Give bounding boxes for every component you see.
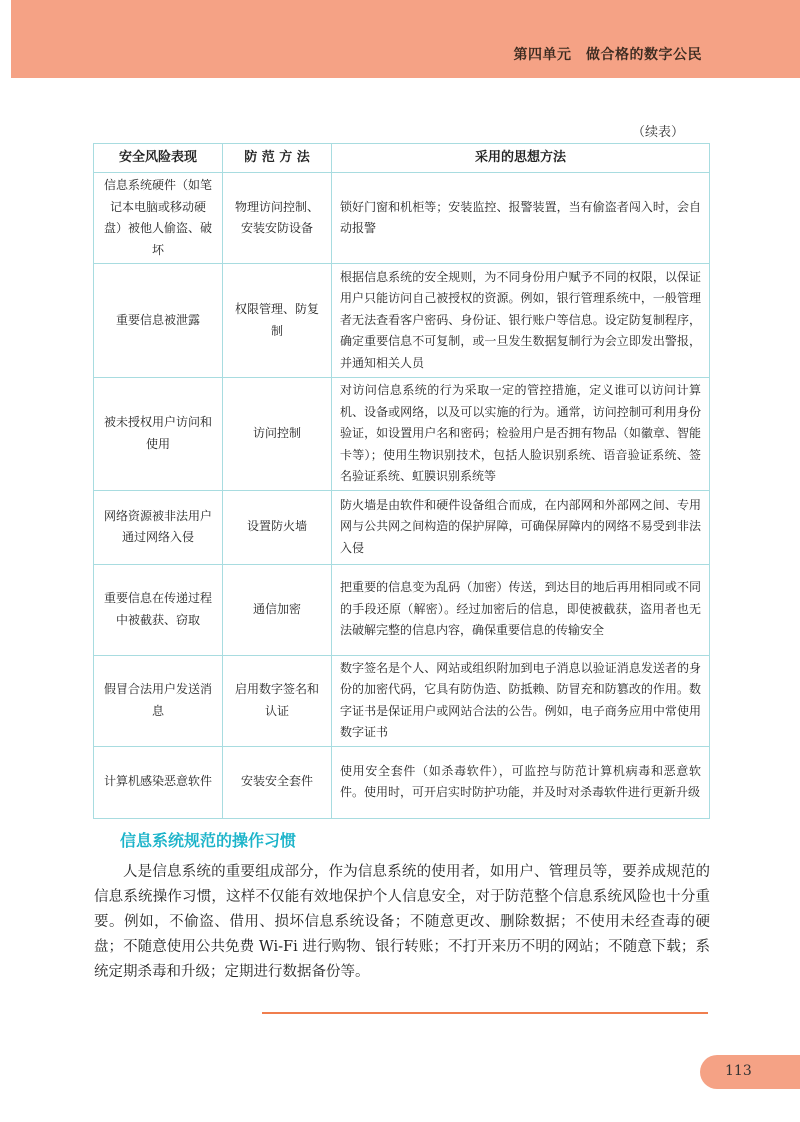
table-row: [94, 564, 710, 655]
header-risk: 安全风险表现: [94, 144, 223, 173]
risk-cell: 假冒合法用户发送消息: [94, 655, 223, 746]
method-cell: 启用数字签名和认证: [223, 655, 332, 746]
risk-cell: 重要信息在传递过程中被截获、窃取: [94, 564, 223, 655]
risk-cell: 被未授权用户访问和使用: [94, 378, 223, 491]
risk-cell: 信息系统硬件（如笔记本电脑或移动硬盘）被他人偷盗、破坏: [94, 173, 223, 264]
table-row: [94, 746, 710, 818]
approach-cell: 使用安全套件（如杀毒软件），可监控与防范计算机病毒和恶意软件。使用时，可开启实时防护功能，并及时对杀毒软件进行更新升级: [332, 746, 710, 818]
approach-cell: 锁好门窗和机柜等；安装监控、报警装置，当有偷盗者闯入时，会自动报警: [332, 173, 710, 264]
method-cell: 设置防火墙: [223, 490, 332, 564]
continued-note: （续表）: [632, 125, 685, 140]
table-row: [94, 655, 710, 746]
section-title: 信息系统规范的操作习惯: [120, 831, 297, 850]
method-cell: 访问控制: [223, 378, 332, 491]
header-bar: [11, 0, 800, 78]
body-paragraph: 人是信息系统的重要组成部分，作为信息系统的使用者，如用户、管理员等，要养成规范的信息系统操作习惯，这样不仅能有效地保护个人信息安全，对于防范整个信息系统风险也十分重要。例如，不偷盗、借用、损坏信息系统设备；不随意更改、删除数据；不使用未经查毒的硬盘；不随意使用公共免费 Wi-Fi 进行购物、银行转账；不打开来历不明的网站；不随意下载；系统定期杀毒和升级；定期进行数据备份等。: [94, 864, 710, 980]
table-row: [94, 490, 710, 564]
method-cell: 安装安全套件: [223, 746, 332, 818]
page-number: 113: [725, 1063, 752, 1079]
approach-cell: 把重要的信息变为乱码（加密）传送，到达目的地后再用相同或不同的手段还原（解密）。经过加密后的信息，即使被截获，盗用者也无法破解完整的信息内容，确保重要信息的传输安全: [332, 564, 710, 655]
approach-cell: 防火墙是由软件和硬件设备组合而成，在内部网和外部网之间、专用网与公共网之间构造的保护屏障，可确保屏障内的网络不易受到非法入侵: [332, 490, 710, 564]
method-cell: 物理访问控制、安装安防设备: [223, 173, 332, 264]
method-cell: 权限管理、防复制: [223, 264, 332, 378]
table-row: [94, 264, 710, 378]
table-row: [94, 173, 710, 264]
page-number-tab: [700, 1055, 800, 1089]
header-method: 防 范 方 法: [223, 144, 332, 173]
approach-cell: 数字签名是个人、网站或组织附加到电子消息以验证消息发送者的身份的加密代码，它具有防伪造、防抵赖、防冒充和防篡改的作用。数字证书是保证用户或网站合法的公告。例如，电子商务应用中常使用数字证书: [332, 655, 710, 746]
approach-cell: 根据信息系统的安全规则，为不同身份用户赋予不同的权限，以保证用户只能访问自己被授权的资源。例如，银行管理系统中，一般管理者无法查看客户密码、身份证、银行账户等信息。设定防复制程序，确定重要信息不可复制，或一旦发生数据复制行为会立即发出警报，并通知相关人员: [332, 264, 710, 378]
table-header-row: [94, 144, 710, 173]
risk-cell: 计算机感染恶意软件: [94, 746, 223, 818]
approach-cell: 对访问信息系统的行为采取一定的管控措施，定义谁可以访问计算机、设备或网络，以及可以实施的行为。通常，访问控制可利用身份验证，如设置用户名和密码；检验用户是否拥有物品（如徽章、智能卡等）；使用生物识别技术，包括人脸识别系统、语音验证系统、签名验证系统、虹膜识别系统等: [332, 378, 710, 491]
unit-title: 第四单元 做合格的数字公民: [513, 47, 702, 63]
header-approach: 采用的思想方法: [332, 144, 710, 173]
risk-cell: 重要信息被泄露: [94, 264, 223, 378]
footer-divider: [262, 1012, 708, 1014]
risk-table: [93, 143, 710, 819]
table-row: [94, 378, 710, 491]
method-cell: 通信加密: [223, 564, 332, 655]
risk-cell: 网络资源被非法用户通过网络入侵: [94, 490, 223, 564]
